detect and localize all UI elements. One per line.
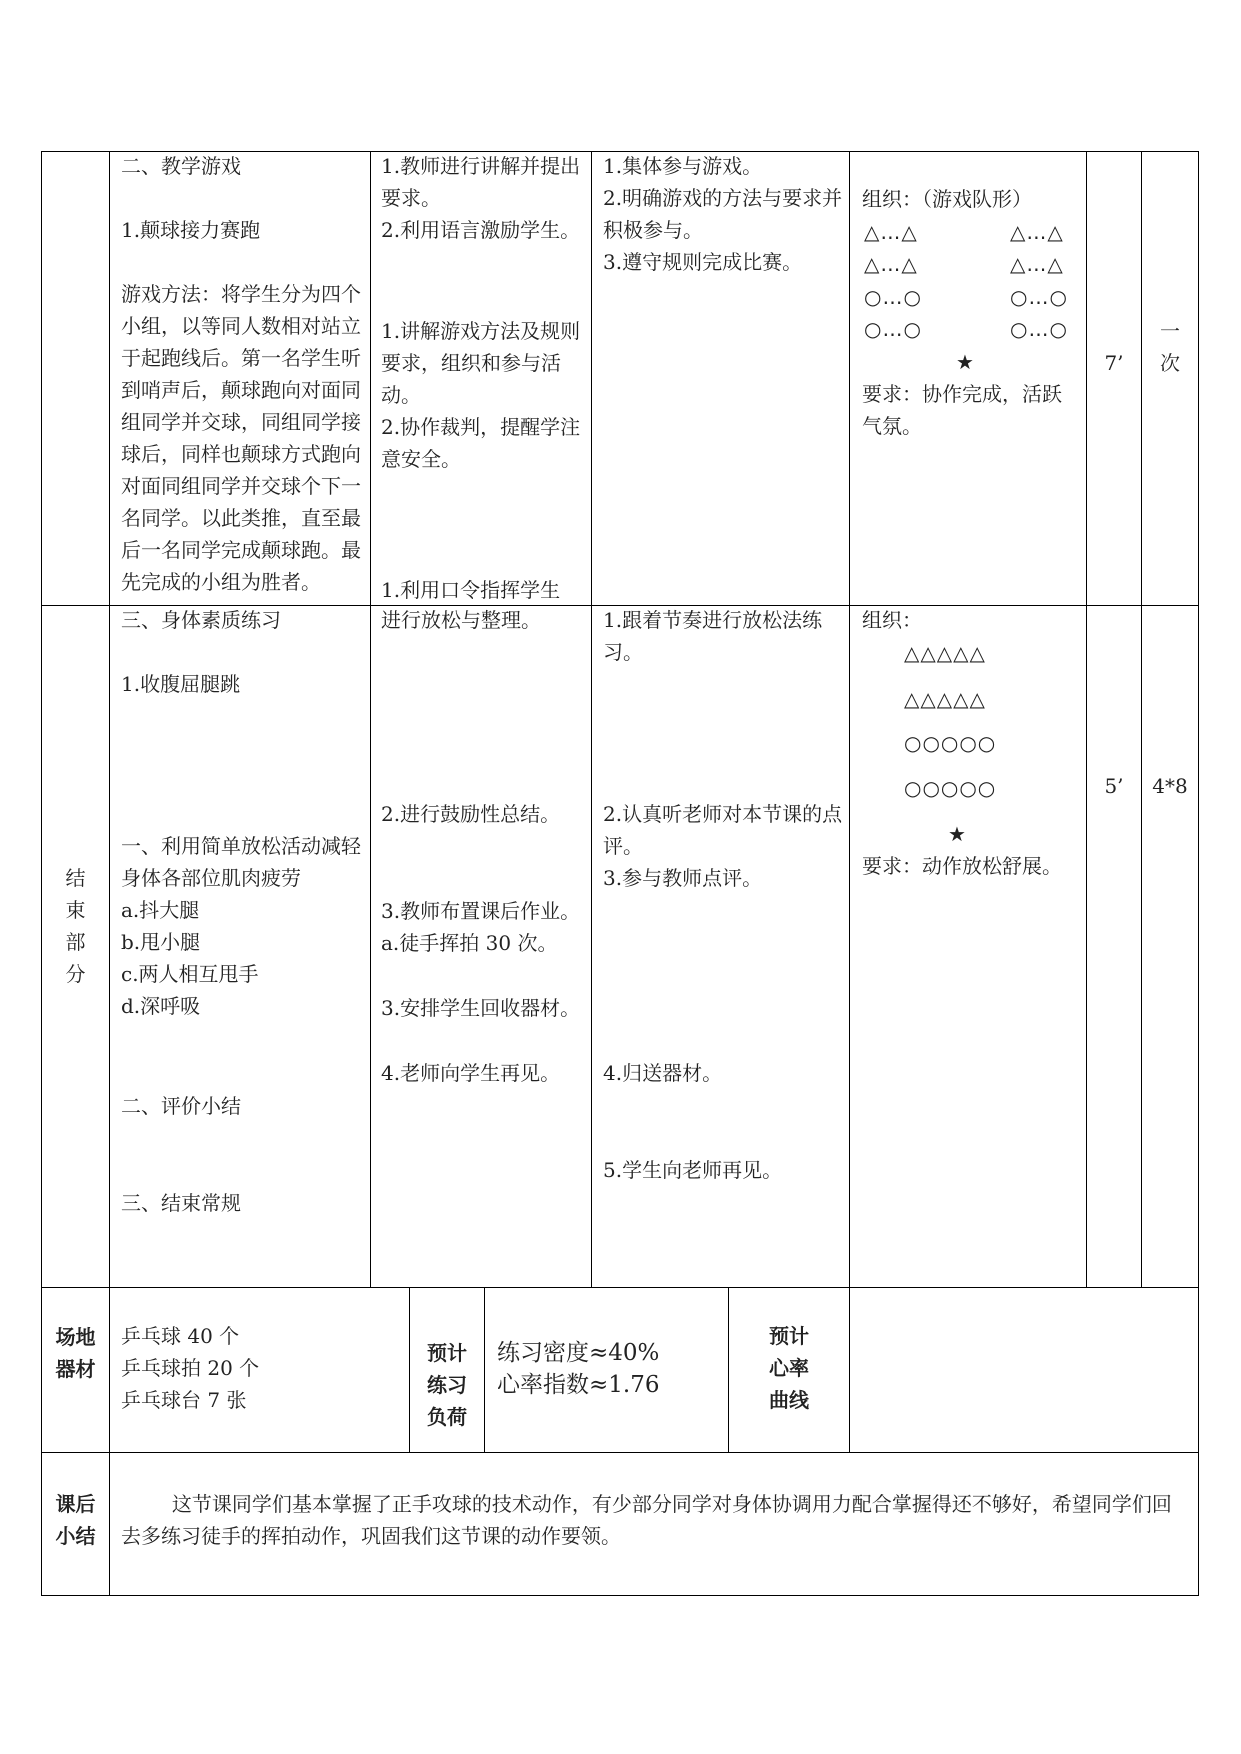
end-section-label: 结 束 部 分 bbox=[65, 866, 86, 986]
end-student-b: 2.认真听老师对本节课的点评。 3.参与教师点评。 bbox=[603, 802, 843, 890]
end-org-req: 要求：动作放松舒展。 bbox=[862, 854, 1062, 878]
formation-right-1: △…△ bbox=[1010, 220, 1064, 244]
formation-left-4: ○…○ bbox=[864, 317, 922, 341]
summary-label: 课后 小结 bbox=[55, 1492, 96, 1548]
load-values: 练习密度≈40% 心率指数≈1.76 bbox=[497, 1340, 660, 1398]
game-content: 二、教学游戏 1.颠球接力赛跑 游戏方法：将学生分为四个小组，以等同人数相对站立于起跑线后。第一名学生听到哨声后，颠球跑向对面同组同学并交球，同组同学接球后，同样也颠球方式跑向对面同组同学并交球个下一名同学。以此类推，直至最后一名同学完成颠球跑。最先完成的小组为胜者。 bbox=[121, 154, 361, 594]
formation-right-2: △…△ bbox=[1010, 252, 1064, 276]
end-teacher-a: 进行放松与整理。 bbox=[381, 608, 541, 632]
end-time: 5’ bbox=[1104, 774, 1124, 798]
load-label: 预计 练习 负荷 bbox=[427, 1341, 467, 1429]
formation-right-4: ○…○ bbox=[1010, 317, 1068, 341]
venue-label: 场地 器材 bbox=[55, 1325, 96, 1381]
end-student-c: 4.归送器材。 bbox=[603, 1061, 723, 1085]
end-teacher-c: 3.教师布置课后作业。 a.徒手挥拍 30 次。 bbox=[381, 899, 581, 955]
game-teacher-c: 1.利用口令指挥学生 bbox=[381, 578, 561, 602]
summary-text: 这节课同学们基本掌握了正手攻球的技术动作，有少部分同学对身体协调用力配合掌握得还不够好，希望同学们回去多练习徒手的挥拍动作，巩固我们这节课的动作要领。 bbox=[121, 1492, 1172, 1548]
hr-curve-label: 预计 心率 曲线 bbox=[769, 1324, 809, 1412]
end-org-title: 组织： bbox=[862, 608, 922, 632]
game-time: 7’ bbox=[1104, 351, 1124, 375]
formation-left-1: △…△ bbox=[864, 220, 918, 244]
game-org-req: 要求：协作完成，活跃气氛。 bbox=[862, 382, 1062, 438]
formation-left-3: ○…○ bbox=[864, 285, 922, 309]
formation-row-2: △△△△△ bbox=[904, 687, 986, 711]
formation-row-3: ○○○○○ bbox=[904, 731, 997, 755]
venue-items: 乒乓球 40 个 乒乓球拍 20 个 乒乓球台 7 张 bbox=[121, 1324, 260, 1412]
end-content-c: 二、评价小结 bbox=[121, 1094, 241, 1118]
game-count: 一 次 bbox=[1160, 319, 1180, 375]
game-student: 1.集体参与游戏。 2.明确游戏的方法与要求并积极参与。 3.遵守规则完成比赛。 bbox=[603, 154, 843, 274]
end-student-d: 5.学生向老师再见。 bbox=[603, 1158, 783, 1182]
game-teacher-a: 1.教师进行讲解并提出要求。 2.利用语言激励学生。 bbox=[381, 154, 581, 242]
end-content-a: 三、身体素质练习 1.收腹屈腿跳 bbox=[121, 608, 281, 696]
end-teacher-b: 2.进行鼓励性总结。 bbox=[381, 802, 561, 826]
formation-right-3: ○…○ bbox=[1010, 285, 1068, 309]
game-teacher-b: 1.讲解游戏方法及规则要求，组织和参与活动。 2.协作裁判，提醒学注意安全。 bbox=[381, 319, 581, 471]
formation-row-4: ○○○○○ bbox=[904, 776, 997, 800]
end-teacher-d: 3.安排学生回收器材。 bbox=[381, 996, 581, 1020]
end-count: 4*8 bbox=[1152, 774, 1188, 798]
end-student-a: 1.跟着节奏进行放松法练习。 bbox=[603, 608, 823, 664]
formation-left-2: △…△ bbox=[864, 252, 918, 276]
formation-row-1: △△△△△ bbox=[904, 641, 986, 665]
end-content-d: 三、结束常规 bbox=[121, 1191, 241, 1215]
game-org-title: 组织：（游戏队形） bbox=[862, 187, 1032, 211]
end-teacher-e: 4.老师向学生再见。 bbox=[381, 1061, 561, 1085]
end-content-b: 一、利用简单放松活动减轻身体各部位肌肉疲劳 a.抖大腿 b.甩小腿 c.两人相互甩手 d.深呼吸 bbox=[121, 834, 361, 1018]
star-icon: ★ bbox=[948, 822, 967, 846]
star-icon: ★ bbox=[956, 350, 975, 374]
